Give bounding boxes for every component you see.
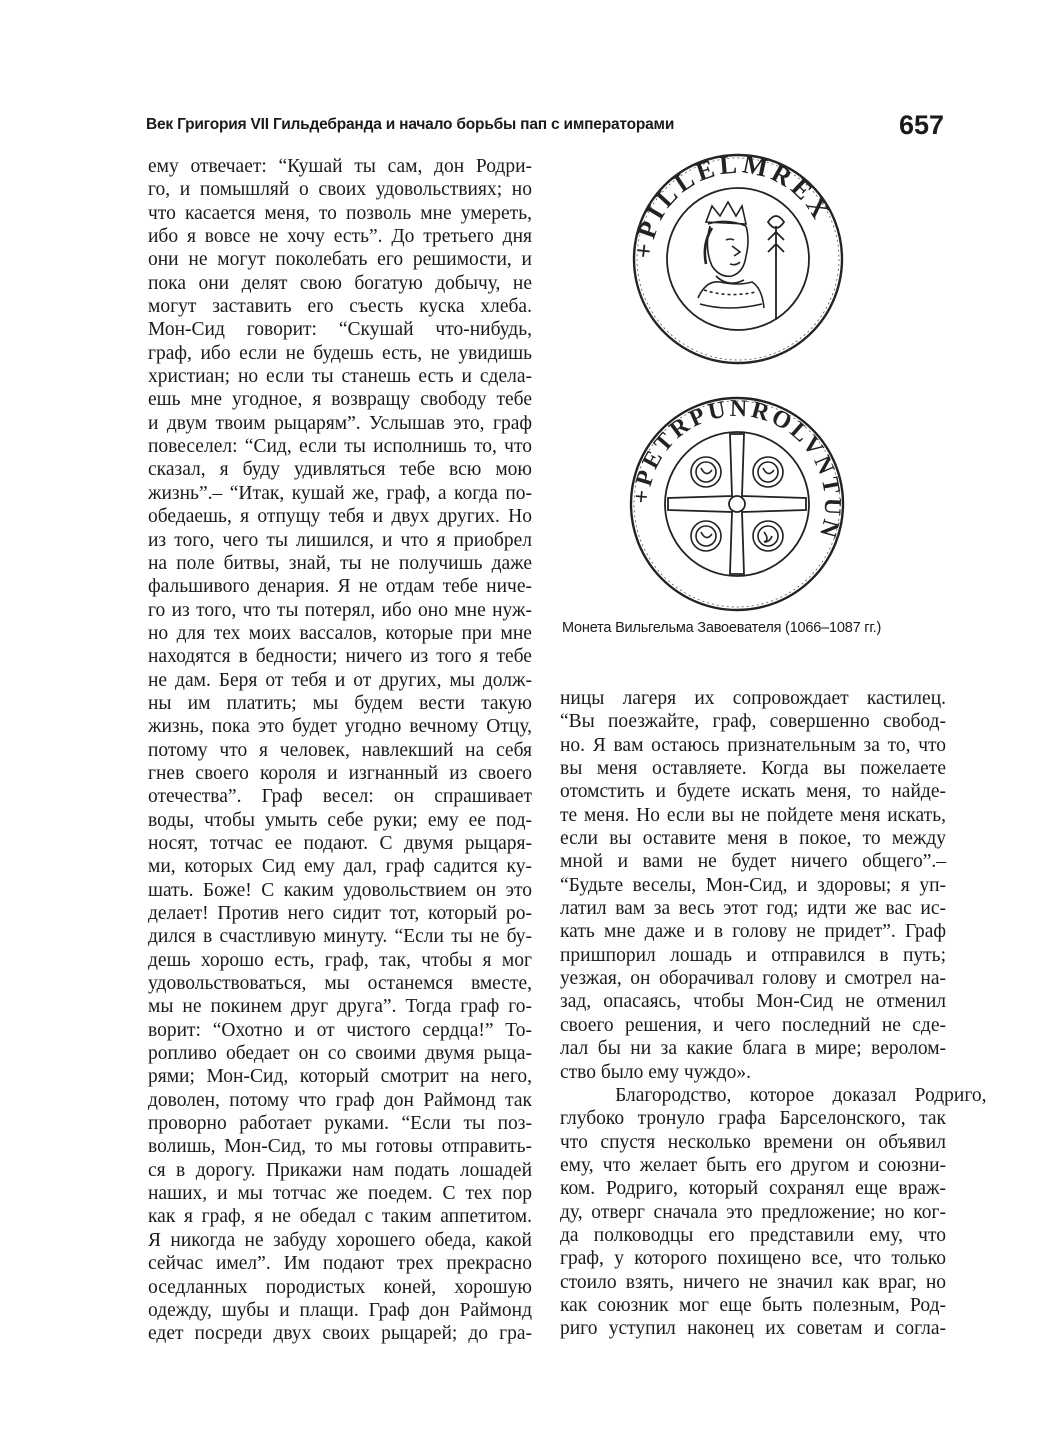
coin-obverse-legend: +PILLELMREX [628,149,837,260]
text-line: “Будьте веселы, Мон-Сид, и здоровы; я уп- [560,874,946,896]
text-line: пришпорил лошадь и отправился в путь; [560,944,946,966]
text-line: риго уступил наконец их советам и согла- [560,1318,946,1340]
text-line: ропливо обедает он со своими двумя рыца- [148,1043,532,1065]
text-line: го, и помышляй о своих удовольствиях; но [148,179,532,201]
text-line: те меня. Но если вы не пойдете меня искать, [560,804,946,826]
text-line: волишь, Мон-Сид, то мы готовы отправить- [148,1136,533,1158]
text-line: глубоко тронуло графа Барселонского, так [560,1108,946,1130]
text-line: потому что я человек, навлекший на себя [148,739,532,761]
figure-caption: Монета Вильгельма Завоевателя (1066–1087 гг.) [562,620,882,636]
text-line: христиан; но если ты станешь есть и сдела- [148,366,532,388]
text-line: как я граф, я не обедал с таким аппетитом. [148,1206,532,1228]
text-line: Я никогда не забуду хорошего обеда, какой [148,1229,532,1251]
text-line: ми, которых Сид ему дал, граф садится ку- [148,856,532,878]
text-line: отомстить и будете искать меня, то найде- [560,781,946,803]
text-line: да полководцы его представили ему, что [560,1224,947,1246]
text-line: дился в счастливую минуту. “Если ты не бу- [148,926,532,948]
text-line: кать мне даже и в голову не придет”. Граф [560,921,947,943]
text-line: ду, отверг сначала это предложение; но ког- [560,1201,946,1223]
text-line: ворит: “Охотно и от чистого сердца!” То- [148,1019,532,1041]
text-line: и двум твоим рыцарям”. Услышав это, граф [148,412,532,434]
page-number: 657 [898,110,944,140]
text-line: жизнь, пока это будет угодно вечному Отцу, [148,716,532,738]
text-line: “Вы поезжайте, граф, совершенно свобод- [560,711,946,733]
text-line: граф, у которого похищено все, что только [560,1248,947,1270]
text-line: уезжая, он оборачивал голову и смотрел на- [560,968,947,990]
text-line: Мон-Сид говорит: “Скушай что-нибудь, [148,319,532,341]
text-line: не дам. Беря от тебя и от других, мы долж- [148,669,532,691]
text-line: наших, и мы тотчас же поедем. С тех пор [148,1183,533,1205]
text-line: если вы оставите меня в покое, то между [560,828,946,850]
text-line: ему, что желает быть его другом и союзни- [560,1154,947,1176]
text-line: ибо я вовсе не хочу есть”. До третьего дня [148,226,532,248]
text-line: удовольствоваться, мы останемся вместе, [148,973,533,995]
right-text-column [560,687,987,1341]
text-line: ны им платить; мы будем вести такую [148,692,533,714]
text-line: зад, опасаясь, чтобы Мон-Сид не отменил [560,991,947,1013]
text-line: доволен, потому что граф дон Раймонд так [148,1089,532,1111]
text-line: обедаешь, я отпущу тебя и двух других. Но [148,506,533,528]
text-line: ему отвечает: “Кушай ты сам, дон Родри- [148,156,533,177]
text-line: мы не покинем друг друга”. Тогда граф го- [148,996,532,1018]
text-line: могут заставить его съесть куска хлеба. [148,296,532,318]
text-line: одежду, шубы и плащи. Граф дон Раймонд [148,1299,533,1321]
coin-reverse-legend: +PETRPUNROLVNTUN [628,395,846,543]
text-line: ство было ему чуждо». [560,1061,751,1083]
text-line: рями; Мон-Сид, который смотрит на него, [148,1066,532,1088]
text-line: шать. Боже! С каким удовольствием он это [148,879,532,901]
text-line: фальшивого денария. Я не отдам тебе ниче- [148,576,532,598]
text-line: граф, ибо если не будешь есть, не увидишь [148,342,532,364]
text-line: ницы лагеря их сопровождает кастилец. [560,688,947,709]
text-line: что касается меня, то позволь мне умереть, [148,202,532,224]
text-line: повеселел: “Сид, если ты исполнишь то, что [148,436,532,458]
text-line: находятся в бедности; ничего из того я тебе [148,646,532,668]
text-line: вы меня оставляете. Когда вы пожелаете [560,758,946,780]
text-line: лал бы ни за какие блага в мире; веролом- [560,1038,947,1060]
text-line: они не могут поколебать его решимости, и [148,249,532,271]
text-line: го из того, что ты потерял, ибо оно мне нуж- [148,599,532,621]
text-line: стоило взять, ничего не значил как враг, но [560,1271,947,1293]
text-line: делает! Против него сидит тот, который ро- [148,903,532,924]
running-head: Век Григория VII Гильдебранда и начало борьбы пап с императорами [146,116,675,133]
text-line: ся в дорогу. Прикажи нам подать лошадей [148,1159,532,1181]
text-line: мной и вами не будет ничего общего”.– [560,851,947,873]
text-line: своего решения, и чего последний не сде- [560,1014,946,1036]
text-line: что спустя несколько времени он объявил [560,1131,946,1153]
text-line: отечества”. Граф весел: он спрашивает [148,786,532,808]
text-line: пока они делят свою богатую добычу, не [148,272,533,294]
text-line: сказал, я буду удивляться тебе всю мою [148,459,532,481]
text-line: латил вам за весь этот год; идти же вас ис- [560,898,946,920]
text-line: Благородство, которое доказал Родриго, [560,1084,987,1106]
text-line: оседланных породистых коней, хорошую [148,1276,532,1298]
left-text-column [148,155,532,1346]
text-line: на поле битвы, знай, ты не получишь даже [148,552,533,574]
text-line: из того, чего ты лишился, и что я приобрел [148,529,532,551]
text-line: дешь хорошо есть, граф, так, чтобы я мог [148,949,533,971]
svg-text:+PILLELMREX [629,149,837,259]
text-line: носят, тотчас ее подают. С двумя рыцаря- [148,832,533,854]
coin-reverse-image [624,392,850,616]
coin-obverse-image [628,148,848,370]
svg-text:+PETRPUNROLVNTUN [629,396,846,543]
text-line: едет посреди двух своих рыцарей; до гра- [148,1323,532,1345]
text-line: жизнь”.– “Итак, кушай же, граф, а когда по- [148,482,532,504]
text-line: проворно работает руками. “Если ты поз- [148,1113,533,1135]
text-line: как союзник мог еще быть полезным, Род- [560,1294,946,1316]
text-line: воды, чтобы умыть себе руки; ему ее под- [148,809,532,831]
text-line: но для тех моих вассалов, которые при мне [148,622,532,644]
text-line: гнев своего короля и изгнанный из своего [148,762,532,784]
text-line: сейчас имел”. Им подают трех прекрасно [148,1253,532,1275]
text-line: ешь мне угодное, я возвращу свободу тебе [148,389,532,411]
text-line: но. Я вам остаюсь признательным за то, что [560,734,947,756]
text-line: ком. Родриго, который сохранял еще враж- [560,1178,946,1200]
